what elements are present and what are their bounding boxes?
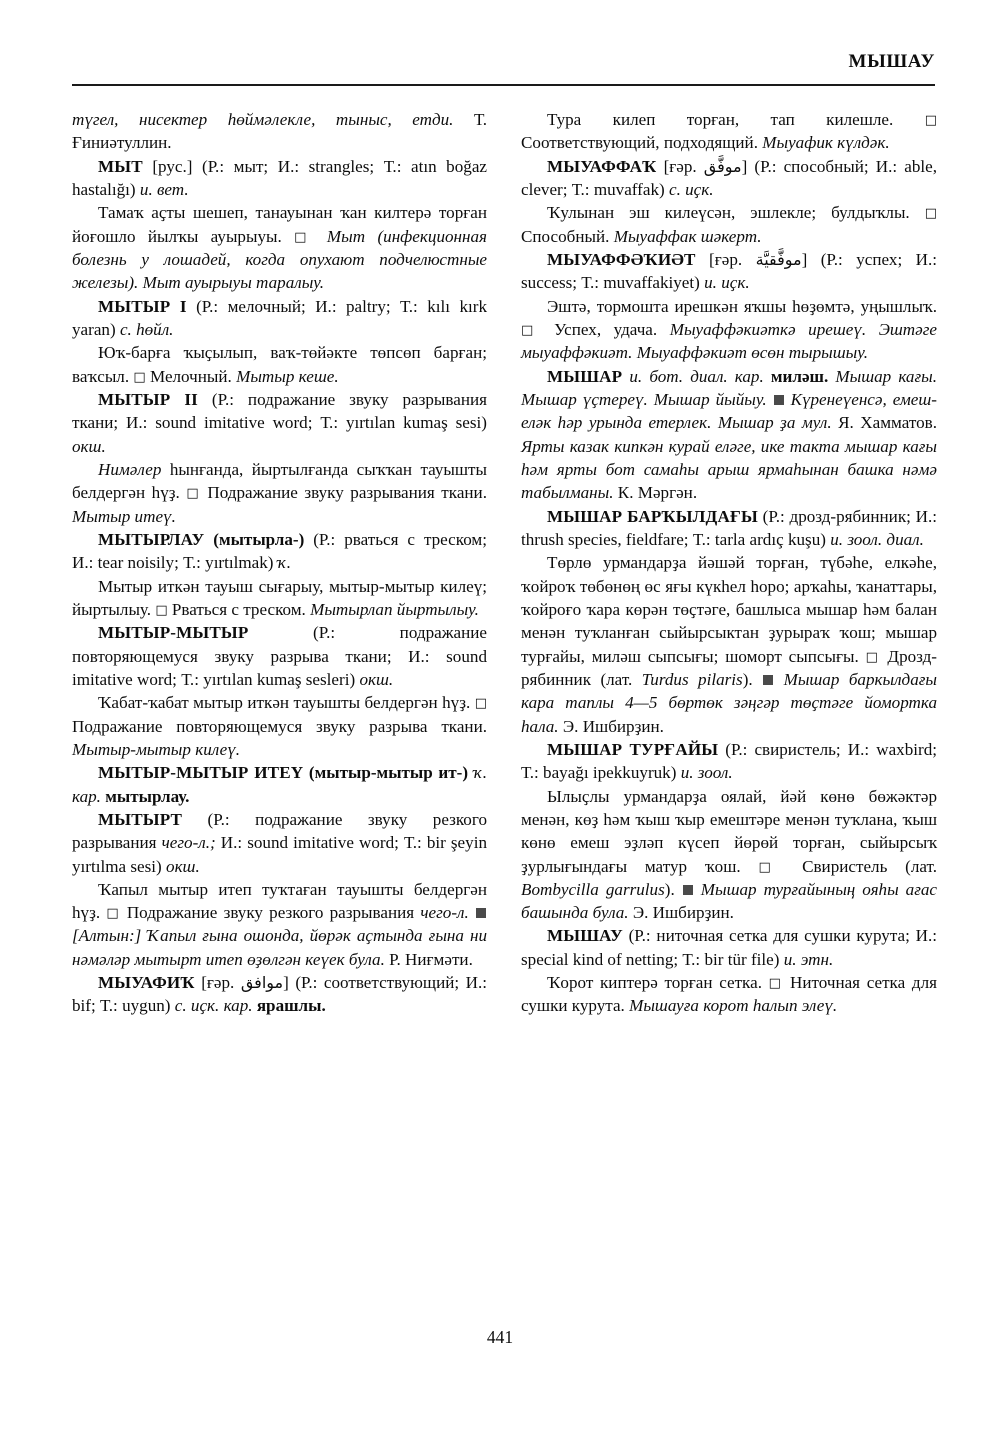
gloss-tr: muvaffakiyet) bbox=[603, 273, 700, 293]
grammar-tag: окш. bbox=[359, 669, 394, 689]
definition: һынғанда, йыртылғанда сыҡҡан тауышты белдергән һүҙ. bbox=[72, 459, 487, 503]
definition: Ҡулынан эш килеүсән, эшлекле; булдыҡлы. bbox=[547, 203, 910, 223]
etymology: [рус.] bbox=[152, 156, 193, 176]
ru-definition: Способный. bbox=[521, 226, 610, 246]
citation-author: Э. Ишбирҙин. bbox=[562, 716, 664, 736]
grammar-tag: и. вет. bbox=[139, 179, 189, 199]
headword-form: (мытырла-) bbox=[213, 529, 305, 549]
gloss-en: tear noisily; bbox=[97, 553, 179, 573]
hollow-square-icon: □ bbox=[865, 649, 881, 665]
headword: МЫТЫРЛАУ bbox=[98, 529, 205, 549]
example: Мытыр кеше. bbox=[236, 366, 339, 386]
entry-headword-line: МЫТЫР I (Р.: мелочный; И.: paltry; Т.: kılı kırk yaran) с. һөйл. bbox=[72, 296, 487, 339]
definition: Ылыҫлы урмандарҙа оялай, йәй көнө бөжәктәр менән, көҙ һәм ҡыш ҡыр емештәре менән туҡлана, ҡыш көнө емеш эҙләп күсеп йөрөй торған, сыйырсыҡ ҙурлығындағы матур ҡош. bbox=[521, 786, 937, 876]
quote-text: түгел, нисектер һөймәлекле, тыныс, етди. bbox=[72, 110, 454, 129]
entry-headword-line bbox=[72, 761, 487, 808]
etymology-label: [ғәр. bbox=[709, 249, 743, 269]
headword: МЫТ bbox=[98, 156, 143, 176]
gloss-en: paltry; bbox=[346, 296, 391, 316]
citation: Мышар баркылдағы кара таплы 4—5 бөртөк зәңгәр төҫтәге йомортка һала. bbox=[521, 669, 937, 736]
headword: МЫТЫР I bbox=[98, 296, 187, 316]
ru-definition: Подражание повторяющемуся звуку разрыва ткани. bbox=[72, 716, 487, 736]
citation: Мышар турғайының ояһы ағас башында була. bbox=[521, 879, 938, 923]
ru-definition: Подражание звуку резкого разрывания bbox=[126, 903, 415, 923]
ru-definition-latin: Bombycilla garrulus bbox=[521, 879, 665, 899]
headword: МЫТЫР II bbox=[98, 389, 198, 409]
headword: МЫШАР БАРҠЫЛДАҒЫ bbox=[547, 506, 758, 526]
gloss-ru: мыт; bbox=[233, 156, 269, 176]
entry-definition-block bbox=[72, 691, 487, 761]
citation: Күренеүенсә, емеш-еләк һәр урында етерлек. Мышар ҙа мул. bbox=[521, 389, 937, 433]
gloss-en: waxbird; bbox=[876, 739, 937, 759]
gloss-ru-qualifier: чего-л.; bbox=[161, 833, 216, 853]
hollow-square-icon: □ bbox=[106, 906, 121, 922]
headword: МЫТЫРТ bbox=[98, 809, 183, 829]
headword: МЫУАФИҠ bbox=[98, 973, 195, 993]
example: Мышауға корот һалып элеү. bbox=[629, 996, 838, 1016]
definition: Тамаҡ аҫты шешеп, танауынан ҡан килтерә торған йоғошло йылҡы ауырыуы. bbox=[72, 203, 487, 246]
headword: МЫШАР bbox=[547, 366, 623, 386]
gloss-tr: bayağı ipekkuyruk) bbox=[543, 763, 677, 783]
entry-definition-block bbox=[521, 295, 937, 365]
entry-definition-block bbox=[521, 785, 937, 925]
cross-reference: ярашлы. bbox=[256, 996, 326, 1016]
citation-secondary: Ярты казак кипкән курай еләге, ике такта мышар кағы һәм ярты бот самаһы арыш ярмаһынан башка нәмә табылманы. bbox=[521, 436, 937, 503]
grammar-tag: и. этн. bbox=[783, 949, 834, 969]
etymology-bracket-close: ] bbox=[741, 156, 748, 176]
gloss-en: strangles; bbox=[308, 156, 375, 176]
hollow-square-icon: □ bbox=[133, 369, 146, 385]
ru-definition: Подражание звуку разрывания ткани. bbox=[207, 483, 487, 503]
gloss-en: success; bbox=[521, 273, 578, 293]
definition: Ҡабат-ҡабат мытыр иткән тауышты белдергән һүҙ. bbox=[98, 693, 471, 713]
continued-entry-quote bbox=[72, 108, 487, 155]
example: Мыуаффак шәкерт. bbox=[613, 226, 762, 246]
running-head: МЫШАУ bbox=[848, 51, 935, 72]
etymology-label: [ғәр. bbox=[201, 973, 235, 993]
ru-definition: Дрозд-рябинник (лат. bbox=[521, 646, 937, 689]
ru-definition: Соответствующий, подходящий. bbox=[521, 133, 758, 153]
ru-definition-latin: Turdus pilaris bbox=[641, 669, 743, 689]
gloss-en-label: И.: bbox=[277, 156, 300, 176]
gloss-tr: uygun) bbox=[122, 996, 171, 1016]
hollow-square-icon: □ bbox=[521, 322, 542, 338]
citation: [Алтын:] Ҡапыл ғына ошонда, йөрәк аҫтында ғына ни нәмәләр мытырт итеп өҙөлгән кеүек була. bbox=[72, 926, 487, 969]
example: Мыуафик күлдәк. bbox=[762, 133, 890, 153]
example: Мыт ауырыуы таралыу. bbox=[142, 273, 325, 293]
gloss-en: sound imitative word; bbox=[72, 646, 487, 689]
right-column bbox=[521, 108, 937, 1298]
entry-headword-line: МЫТЫР-МЫТЫР (Р.: подражание повторяющемуся звуку разрыва ткани; И.: sound imitative word; Т.: yırtılan kumaş sesleri) окш. bbox=[72, 623, 487, 689]
ru-definition-qualifier: чего-л. bbox=[420, 903, 469, 923]
headword: МЫУАФФӘҠИӘТ bbox=[547, 249, 696, 269]
gloss-tr: kılı kırk yaran) bbox=[72, 296, 487, 339]
gloss-tr: yırtılan kumaş sesi) bbox=[345, 413, 487, 433]
gloss-ru: подражание повторяющемуся звуку разрыва ткани; bbox=[72, 623, 487, 666]
gloss-ru-label: Р.: bbox=[207, 156, 225, 176]
gloss-tr: muvaffak) bbox=[593, 179, 665, 199]
citation-author: Э. Ишбирҙин. bbox=[632, 903, 734, 923]
gloss-ru: дрозд-рябинник; bbox=[789, 506, 911, 526]
filled-square-icon bbox=[774, 395, 784, 405]
headword-form: (мытыр-мытыр ит-) bbox=[308, 763, 469, 783]
ru-definition: Успех, удача. bbox=[554, 319, 658, 339]
definition: Төрлө урмандарҙа йәшәй торған, түбәһе, елкәһе, ҡойроҡ төбөнөң өс яғы күкһел һоро; арҡаһы, ҡанаттары, ҡойроғо ҡара көрән төҫтәге, башлыса мышар һәм балан менән туҡланған сыйырсыктан ҙурыраҡ ҡош; мышар турғайы, миләш сыпсығы; шоморт сыпсығы. bbox=[521, 553, 937, 666]
etymology-arabic: موافق bbox=[240, 973, 284, 993]
cross-reference: миләш. bbox=[770, 366, 829, 386]
gloss-tr: atın boğaz hastalığı) bbox=[72, 156, 487, 199]
gloss-en: special kind of netting; bbox=[521, 949, 679, 969]
ru-definition-close: ). bbox=[742, 669, 753, 689]
gloss-ru: подражание звуку разрывания ткани; bbox=[72, 389, 487, 433]
grammar-tag: и. бот. диал. кар. bbox=[629, 366, 764, 386]
filled-square-icon bbox=[476, 908, 486, 918]
entry-headword-line: МЫТ [рус.] (Р.: мыт; И.: strangles; Т.: atın boğaz hastalığı) и. вет. bbox=[72, 156, 487, 199]
header-rule bbox=[72, 84, 935, 86]
etymology-label: [ғәр. bbox=[663, 156, 697, 176]
entry-headword-line: МЫУАФФӘҠИӘТ [ғәр. موفَّقيَّة] (Р.: успех; И.: success; Т.: muvaffakiyet) и. иҫк. bbox=[521, 249, 937, 293]
quote-attribution: Т. Ғиниәтуллин. bbox=[72, 110, 487, 153]
entry-headword-line: МЫШАР ТУРҒАЙЫ (Р.: свиристель; И.: waxbird; Т.: bayağı ipekkuyruk) и. зоол. bbox=[521, 739, 937, 783]
example: Мышар кағы. Мышар үҫтереү. Мышар йыйыу. bbox=[521, 366, 937, 409]
filled-square-icon bbox=[683, 885, 693, 895]
grammar-tag: окш. bbox=[166, 856, 200, 876]
text-columns bbox=[72, 108, 937, 1298]
gloss-tr-label: Т.: bbox=[383, 156, 402, 176]
etymology-arabic: موفَّقيَّة bbox=[755, 249, 802, 269]
hollow-square-icon: □ bbox=[186, 486, 201, 502]
hollow-square-icon: □ bbox=[924, 206, 938, 222]
gloss-tr: bir tür file) bbox=[704, 949, 780, 969]
ru-definition: Мыт (инфекционная болезнь у лошадей, когда опухают подчелюстные железы). bbox=[72, 226, 487, 293]
left-column bbox=[72, 108, 487, 1298]
gloss-ru: мелочный; bbox=[227, 296, 306, 316]
grammar-tag: и. иҫк. bbox=[704, 273, 750, 293]
cross-reference: мытырлау. bbox=[105, 786, 190, 806]
entry-definition-block bbox=[521, 201, 937, 248]
grammar-tag: с. һөйл. bbox=[119, 319, 174, 339]
definition: Ҡапыл мытыр итеп туҡтаған тауышты белдергән һүҙ. bbox=[72, 879, 487, 923]
entry-definition-block bbox=[521, 971, 937, 1018]
citation-secondary-author: К. Мәргән. bbox=[617, 483, 698, 503]
entry-headword-line: МЫТЫРТ (Р.: подражание звуку резкого разрывания чего-л.; И.: sound imitative word; Т.: bir şeyin yırtılma sesi) окш. bbox=[72, 809, 487, 876]
citation-author: Р. Ниғмәти. bbox=[389, 949, 473, 969]
definition: Ҡорот киптерә торған сетка. bbox=[547, 973, 762, 993]
grammar-tag: окш. bbox=[72, 436, 106, 456]
grammar-tag: ҡ. кар. bbox=[72, 763, 487, 806]
entry-headword-line: МЫУАФФАҠ [ғәр. موفَّق] (Р.: способный; И.: able, clever; Т.: muvaffak) с. иҫк. bbox=[521, 156, 937, 199]
example: Мыуаффәкиәткә ирешеү. Эштәге мыуаффәкиәт. Мыуаффәкиәт өсөн тырышыу. bbox=[521, 319, 937, 363]
ru-definition: Рваться с треском. bbox=[171, 599, 306, 619]
ru-definition: Ниточная сетка для сушки курута. bbox=[521, 973, 937, 1016]
entry-headword-line: МЫШАР БАРҠЫЛДАҒЫ (Р.: дрозд-рябинник; И.: thrush species, fieldfare; Т.: tarla ardıç kuşu) и. зоол. диал. bbox=[521, 506, 937, 549]
gloss-ru: подражание звуку резкого разрывания bbox=[72, 809, 487, 853]
definition-lead: Нимәлер bbox=[98, 459, 162, 479]
entry-headword-line: МЫТЫРЛАУ (мытырла-) (Р.: рваться с треском; И.: tear noisily; Т.: yırtılmak) ҡ. bbox=[72, 529, 487, 573]
example: Мытыр итеү. bbox=[72, 506, 176, 526]
gloss-tr: tarla ardıç kuşu) bbox=[714, 529, 826, 549]
continued-entry-definition bbox=[521, 108, 937, 155]
entry-definition-block bbox=[72, 458, 487, 528]
grammar-tag: с. иҫк. кар. bbox=[174, 996, 253, 1016]
headword: МЫТЫР-МЫТЫР bbox=[98, 623, 249, 643]
entry-headword-line: МЫТЫР II (Р.: подражание звуку разрывания ткани; И.: sound imitative word; Т.: yırtılan kumaş sesi) окш. bbox=[72, 389, 487, 456]
etymology-bracket-close: ] bbox=[283, 973, 289, 993]
gloss-en: bif; bbox=[72, 996, 96, 1016]
grammar-tag: и. зоол. bbox=[680, 763, 733, 783]
grammar-tag: и. зоол. диал. bbox=[830, 529, 924, 549]
citation-author: Я. Хамматов. bbox=[838, 413, 937, 433]
hollow-square-icon: □ bbox=[294, 229, 315, 245]
gloss-en: sound imitative word; bbox=[155, 413, 313, 433]
gloss-ru: способный; bbox=[783, 156, 869, 176]
entry-headword-line bbox=[521, 365, 937, 505]
hollow-square-icon: □ bbox=[768, 976, 784, 992]
etymology-bracket-close: ] bbox=[801, 249, 808, 269]
hollow-square-icon: □ bbox=[758, 859, 785, 875]
hollow-square-icon: □ bbox=[155, 602, 168, 618]
entry-headword-line: МЫУАФИҠ [ғәр. موافق] (Р.: соответствующий; И.: bif; Т.: uygun) с. иҫк. кар. ярашлы. bbox=[72, 973, 488, 1016]
entry-definition-block bbox=[72, 341, 487, 388]
ru-definition: Мелочный. bbox=[149, 366, 232, 386]
ru-definition: Свиристель (лат. bbox=[802, 856, 937, 876]
etymology-arabic: موفَّق bbox=[703, 156, 742, 176]
page-number: 441 bbox=[486, 1327, 514, 1347]
gloss-tr: bir şeyin yırtılma sesi) bbox=[72, 833, 487, 876]
hollow-square-icon: □ bbox=[474, 696, 487, 712]
headword: МЫШАР ТУРҒАЙЫ bbox=[547, 739, 719, 759]
headword: МЫТЫР-МЫТЫР ИТЕҮ bbox=[98, 763, 304, 783]
example: Мытырлап йыртылыу. bbox=[310, 599, 479, 619]
entry-definition-block bbox=[72, 575, 487, 622]
grammar-tag: ҡ. bbox=[277, 553, 292, 573]
hollow-square-icon: □ bbox=[924, 113, 937, 128]
gloss-tr: yırtılan kumaş sesleri) bbox=[203, 669, 356, 689]
gloss-en: able, clever; bbox=[521, 156, 937, 199]
ru-definition-close: ). bbox=[664, 879, 675, 899]
definition: Тура килеп торған, тап килешле. bbox=[547, 110, 894, 129]
entry-definition-block bbox=[72, 878, 487, 971]
gloss-ru: свиристель; bbox=[754, 739, 841, 759]
definition: Юҡ-барға ҡыҫылып, ваҡ-төйәкте төпсөп барған; ваҡсыл. bbox=[72, 343, 487, 386]
gloss-ru: рваться с треском; bbox=[344, 529, 487, 549]
definition: Эштә, тормошта ирешкән яҡшы һөҙөмтә, уңышлыҡ. bbox=[547, 296, 937, 316]
entry-definition-block bbox=[72, 201, 487, 294]
definition: Мытыр иткән тауыш сығарыу, мытыр-мытыр килеү; йыртылыу. bbox=[72, 576, 487, 619]
filled-square-icon bbox=[763, 675, 773, 685]
gloss-en: sound imitative word; bbox=[247, 833, 399, 853]
headword: МЫШАУ bbox=[547, 926, 623, 946]
entry-definition-block bbox=[521, 551, 937, 738]
gloss-en: thrush species, fieldfare; bbox=[521, 529, 689, 549]
gloss-ru: соответствующий; bbox=[323, 973, 460, 993]
headword: МЫУАФФАҠ bbox=[547, 156, 657, 176]
gloss-tr: yırtılmak) bbox=[205, 553, 274, 573]
gloss-ru: успех; bbox=[856, 249, 903, 269]
grammar-tag: с. иҫк. bbox=[668, 179, 714, 199]
entry-headword-line: МЫШАУ (Р.: ниточная сетка для сушки курута; И.: special kind of netting; Т.: bir tür file) и. этн. bbox=[521, 926, 937, 969]
example: Мытыр-мытыр килеү. bbox=[72, 739, 241, 759]
gloss-ru: ниточная сетка для сушки курута; bbox=[656, 926, 910, 946]
